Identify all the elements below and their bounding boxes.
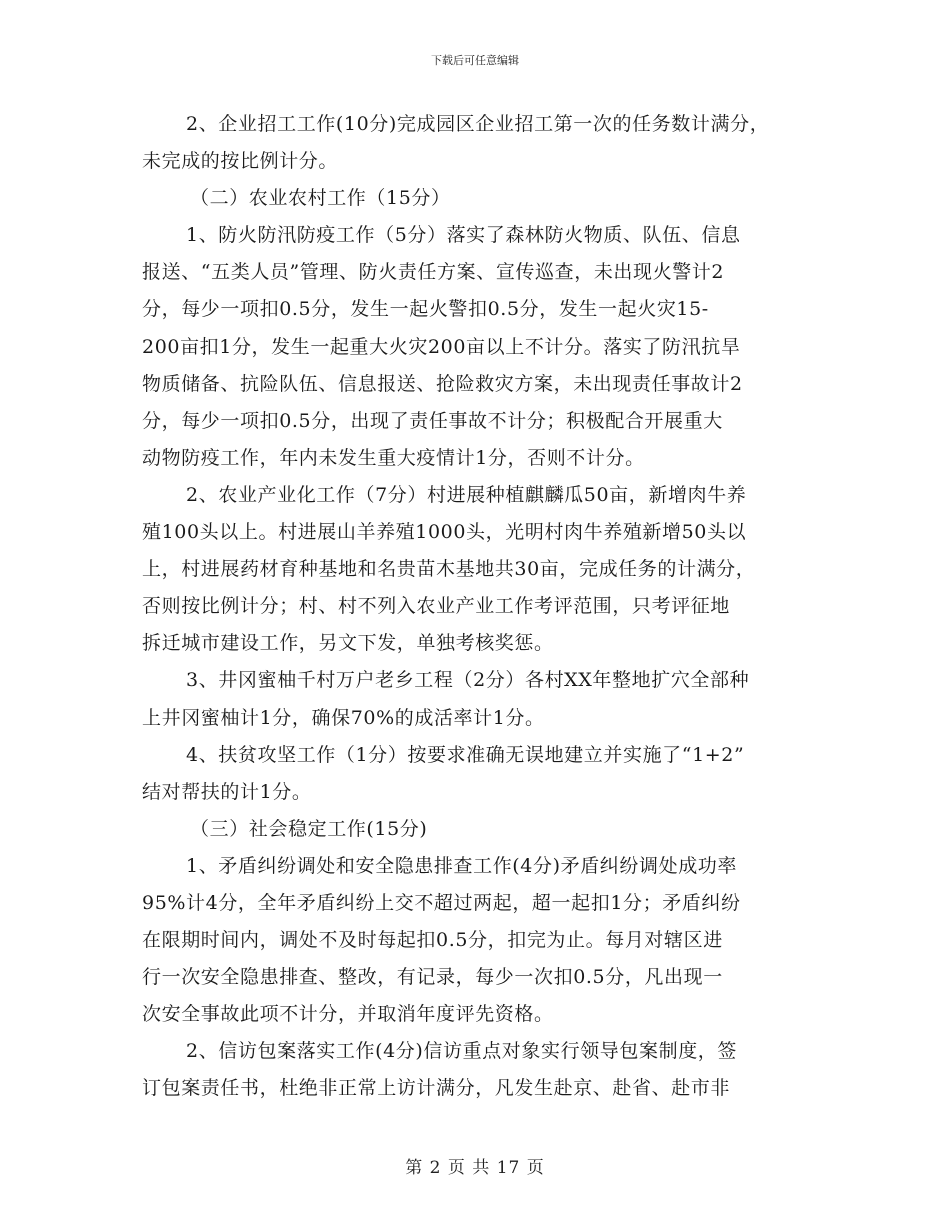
section-heading: （二）农业农村工作（15分） [190,187,451,210]
paragraph-line: 上，村进展药材育种基地和名贵苗木基地共30亩，完成任务的计满分， [142,558,756,581]
paragraph-line: 4、扶贫攻坚工作（1分）按要求准确无误地建立并实施了“1+2” [186,743,745,766]
paragraph-line: 物质储备、抗险队伍、信息报送、抢险救灾方案，未出现责任事故计2 [142,372,743,395]
paragraph-line: 结对帮扶的计1分。 [142,780,312,803]
paragraph-line: 2、信访包案落实工作(4分)信访重点对象实行领导包案制度，签 [186,1040,738,1063]
paragraph-line: 殖100头以上。村进展山羊养殖1000头，光明村肉牛养殖新增50头以 [142,521,747,544]
paragraph-line: 分，每少一项扣0.5分，发生一起火警扣0.5分，发生一起火灾15- [142,298,709,321]
paragraph-line: 拆迁城市建设工作，另文下发，单独考核奖惩。 [142,632,554,655]
document-body [142,106,812,1108]
paragraph-line: 1、防火防汛防疫工作（5分）落实了森林防火物质、队伍、信息 [186,224,741,247]
paragraph-line: 200亩扣1分，发生一起重大火灾200亩以上不计分。落实了防汛抗旱 [142,335,741,358]
paragraph-line: 报送、“五类人员”管理、防火责任方案、宣传巡查，未出现火警计2 [142,261,725,284]
paragraph-line: 动物防疫工作，年内未发生重大疫情计1分，否则不计分。 [142,446,645,469]
paragraph-line: 订包案责任书，杜绝非正常上访计满分，凡发生赴京、赴省、赴市非 [142,1077,731,1100]
paragraph-line: 上井冈蜜柚计1分，确保70%的成活率计1分。 [142,706,545,729]
section-heading: （三）社会稳定工作(15分) [190,817,428,840]
paragraph-line: 1、矛盾纠纷调处和安全隐患排查工作(4分)矛盾纠纷调处成功率 [186,854,738,877]
page-footer: 第 2 页 共 17 页 [405,1158,545,1178]
paragraph-line: 行一次安全隐患排查、整改，有记录，每少一次扣0.5分，凡出现一 [142,966,723,989]
paragraph-line: 2、企业招工工作(10分)完成园区企业招工第一次的任务数计满分， [186,113,770,135]
paragraph-line: 2、农业产业化工作（7分）村进展种植麒麟瓜50亩，新增肉牛养 [186,483,747,506]
paragraph-line: 95%计4分，全年矛盾纠纷上交不超过两起，超一起扣1分；矛盾纠纷 [142,891,741,914]
page-header: 下载后可任意编辑 [431,54,519,67]
paragraph-line: 否则按比例计分；村、村不列入农业产业工作考评范围，只考评征地 [142,595,731,618]
paragraph-line: 在限期时间内，调处不及时每起扣0.5分，扣完为止。每月对辖区进 [142,929,723,952]
paragraph-line: 3、井冈蜜柚千村万户老乡工程（2分）各村XX年整地扩穴全部种 [186,669,750,692]
paragraph-line: 分，每少一项扣0.5分，出现了责任事故不计分；积极配合开展重大 [142,409,723,432]
paragraph-line: 次安全事故此项不计分，并取消年度评先资格。 [142,1003,554,1026]
paragraph-line: 未完成的按比例计分。 [142,150,339,173]
